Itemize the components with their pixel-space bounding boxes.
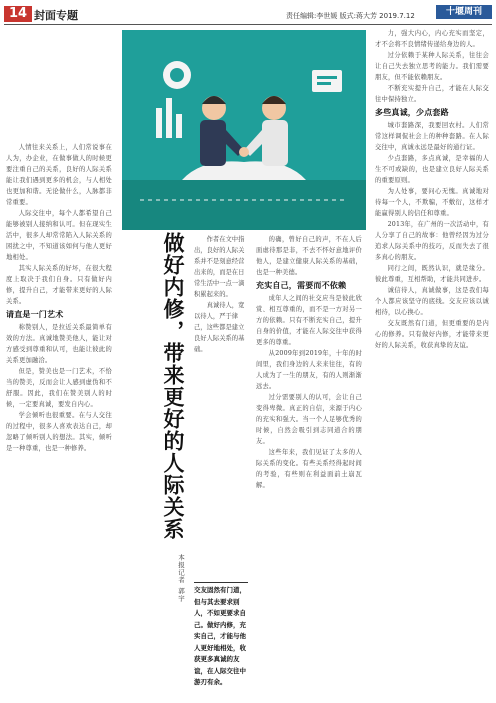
paragraph: 交友既然有门道，但更重要的是内心的修养。只有做好内修，才能带来更好的人际关系，收获真挚的友谊。 bbox=[375, 320, 489, 349]
pull-quote: 交友固然有门道，但与其去要求别人，不如更要求自己。做好内修，充实自己，才能与他人更好地相处，收获更多真诚的友谊，在人际交往中游刃有余。 bbox=[194, 582, 248, 703]
paragraph: 真诚待人，宽以待人，严于律己，这些都是建立良好人际关系的基础。 bbox=[194, 302, 245, 353]
paragraph: 诚信待人，真诚做事，这是我们每个人都应该坚守的底线。交友应该以诚相待，以心换心。 bbox=[375, 287, 489, 316]
subheading: 多些真诚，少点套路 bbox=[375, 108, 449, 117]
paragraph: 人情往来关系上，人们常说事在人为，办企业，在做事做人的时候更要注重自己的关系，良好的人际关系能让我们遇到更多的机会，与人相处也更加和谐。无论做什么，人脉都非常重要。 bbox=[6, 144, 112, 206]
brand-logo: 十堰周刊 bbox=[436, 5, 492, 19]
byline: 本报记者 郭宇 bbox=[177, 554, 185, 603]
header-meta: 责任编辑:李世媛 版式:蒋大芳 2019.7.12 bbox=[286, 12, 415, 20]
cover-illustration bbox=[122, 30, 366, 230]
page-header bbox=[0, 0, 496, 26]
paragraph: 从2009年到2019年，十年的时间里，我们身边的人来来往往，有的人成为了一生的朋友，有的人则渐渐远去。 bbox=[256, 350, 362, 390]
paragraph: 但是，赞美也是一门艺术，不恰当的赞美，反而会让人感到虚伪和不舒服。因此，我们在赞美别人的时候，一定要真诚，要发自内心。 bbox=[6, 368, 112, 408]
article-column-1 bbox=[6, 142, 112, 700]
paragraph: 其实人际关系的好坏，在很大程度上取决于我们自身。只有做好内修，提升自己，才能带来更好的人际关系。 bbox=[6, 265, 112, 305]
subheading: 充实自己，需要而不依赖 bbox=[256, 281, 347, 290]
article-title: 做好内修，带来更好的人际关系 bbox=[161, 232, 186, 540]
paragraph: 为人处事，要问心无愧。真诚地对待每一个人，不欺骗，不敷衍，这样才能赢得别人的信任和尊重。 bbox=[375, 188, 489, 217]
paragraph: 少点套路，多点真诚，是幸福的人生不可或缺的，也是建立良好人际关系的重要原则。 bbox=[375, 155, 489, 184]
header-rule bbox=[4, 24, 492, 25]
paragraph: 同行之间，既然认识，就是缘分。彼此尊重，互相帮助，才能共同进步。 bbox=[375, 265, 489, 283]
paragraph: 城市套路深，我要回农村。人们常常这样调侃社会上的种种套路。在人际交往中，真诚永远是最好的通行证。 bbox=[375, 122, 489, 151]
subheading: 请直是一门艺术 bbox=[6, 310, 64, 319]
paragraph: 力，强大内心，内心充实而坚定，才不会将不良情绪传递给身边的人。 bbox=[375, 30, 489, 48]
paragraph: 不断充实提升自己，才能在人际交往中保持独立。 bbox=[375, 85, 489, 103]
paragraph: 这些年来，我们见证了太多的人际关系的变化。有些关系经得起时间的考验，有些则在利益面前土崩瓦解。 bbox=[256, 449, 362, 489]
section-title: 封面专题 bbox=[34, 9, 78, 22]
paragraph: 称赞别人，是拉近关系最简单有效的方法。真诚地赞美他人，能让对方感受到尊重和认可，也能让彼此的关系更加融洽。 bbox=[6, 324, 112, 364]
article-column-3 bbox=[256, 234, 362, 700]
article-column-2 bbox=[194, 234, 248, 576]
article-column-4 bbox=[375, 28, 489, 700]
paragraph: 作者在文中指出，良好的人际关系并不是刻意经营出来的，而是在日常生活中一点一滴积累起来的。 bbox=[194, 236, 245, 298]
paragraph: 过分需要别人的认可，会让自己变得卑微。真正的自信，来源于内心的充实和强大。当一个人足够优秀的时候，自然会吸引到志同道合的朋友。 bbox=[256, 394, 362, 445]
paragraph: 人际交往中，每个人都希望自己能够被别人接纳和认可。但在现实生活中，很多人却常常陷入人际关系的困扰之中，不知道该如何与他人更好地相处。 bbox=[6, 210, 112, 261]
page-number: 14 bbox=[4, 6, 32, 22]
paragraph: 过分依赖于某种人际关系，往往会让自己失去独立思考的能力。我们需要朋友，但不能依赖朋友。 bbox=[375, 52, 489, 81]
paragraph: 2013年，在广州的一次活动中，有人分享了自己的故事：他曾经因为过分追求人际关系中的技巧，反而失去了很多真心的朋友。 bbox=[375, 221, 489, 261]
paragraph: 学会倾听也很重要。在与人交往的过程中，很多人喜欢表达自己，却忽略了倾听别人的想法。其实，倾听是一种尊重，也是一种修养。 bbox=[6, 412, 112, 452]
paragraph: 成年人之间的社交应当是彼此欣赏、相互尊重的，而不是一方对另一方的依赖。只有不断充实自己，提升自身的价值，才能在人际交往中获得更多的尊重。 bbox=[256, 295, 362, 346]
paragraph: 的确，曾好自己的声，不在人后面虐待那是非，不去不怀好意地评价他人，是建立健康人际关系的基础，也是一种美德。 bbox=[256, 236, 362, 276]
